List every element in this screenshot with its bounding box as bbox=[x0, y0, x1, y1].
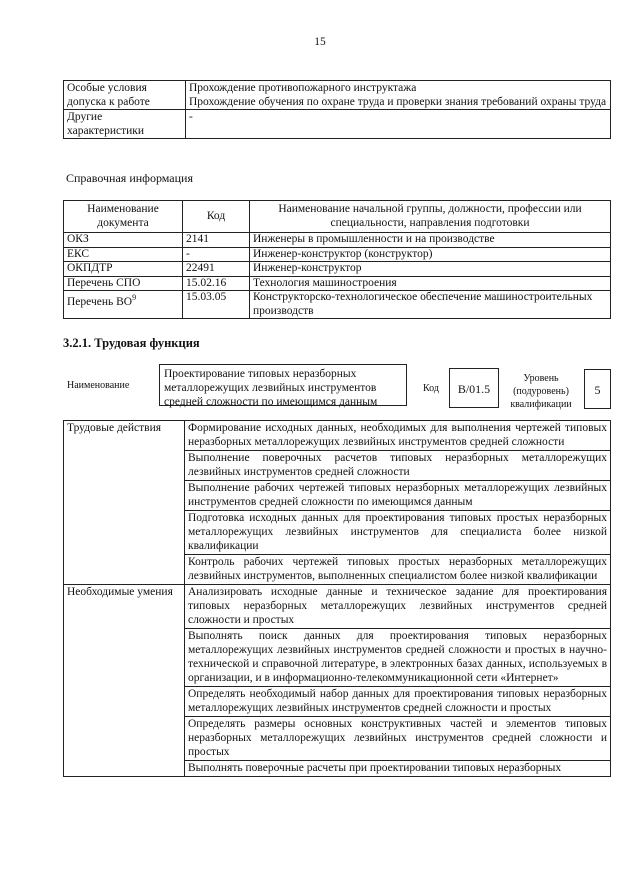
condition-line: Прохождение обучения по охране труда и проверки знания требований охраны труда bbox=[189, 96, 607, 108]
ref-name: Инженер-конструктор (конструктор) bbox=[250, 247, 611, 262]
function-title: 3.2.1. Трудовая функция bbox=[63, 336, 200, 350]
function-name-label: Наименование bbox=[67, 380, 130, 391]
ref-code: 2141 bbox=[183, 233, 250, 248]
ref-doc: ОКЗ bbox=[64, 233, 183, 248]
table-row bbox=[64, 233, 611, 248]
function-name: Проектирование типовых неразборных металлорежущих лезвийных инструментов средней сложности по имеющимся данным bbox=[159, 364, 407, 406]
ref-name: Конструкторско-технологическое обеспечение машиностроительных производств bbox=[250, 291, 611, 319]
condition-label: Другие характеристики bbox=[64, 110, 186, 139]
table-row bbox=[64, 262, 611, 277]
ref-code: 22491 bbox=[183, 262, 250, 277]
condition-line: - bbox=[189, 111, 193, 123]
condition-value bbox=[186, 81, 611, 110]
list-item: Определять размеры основных конструктивных частей и элементов типовых неразборных металлорежущих лезвийных инструментов средней сложности и простых bbox=[185, 717, 611, 761]
ref-code: - bbox=[183, 247, 250, 262]
condition-line: Прохождение противопожарного инструктажа bbox=[189, 82, 417, 94]
table-row bbox=[64, 291, 611, 319]
function-table bbox=[63, 420, 611, 777]
ref-name: Инженеры в промышленности и на производстве bbox=[250, 233, 611, 248]
list-item: Выполнять поверочные расчеты при проектировании типовых неразборных bbox=[185, 761, 611, 777]
section-label: Необходимые умения bbox=[64, 585, 185, 777]
list-item: Определять необходимый набор данных для проектирования типовых неразборных металлорежущих лезвийных инструментов средней сложности и простых bbox=[185, 687, 611, 717]
table-row bbox=[64, 247, 611, 262]
table-row bbox=[64, 81, 611, 110]
column-header: Код bbox=[183, 201, 250, 233]
reference-table bbox=[63, 200, 611, 319]
table-row bbox=[64, 421, 611, 451]
table-row bbox=[64, 276, 611, 291]
conditions-table bbox=[63, 80, 611, 139]
function-level-label: Уровень (подуровень) квалификации bbox=[510, 373, 572, 410]
ref-doc: Перечень ВО bbox=[67, 295, 133, 308]
table-header-row bbox=[64, 201, 611, 233]
list-item: Анализировать исходные данные и техническое задание для проектирования типовых неразборных металлорежущих лезвийных инструментов средней сложности и простых bbox=[185, 585, 611, 629]
function-code: В/01.5 bbox=[449, 368, 499, 408]
column-header: Наименование документа bbox=[64, 201, 183, 233]
table-row bbox=[64, 110, 611, 139]
ref-doc: ОКПДТР bbox=[64, 262, 183, 277]
ref-doc-cell bbox=[64, 291, 183, 319]
reference-heading: Справочная информация bbox=[66, 171, 193, 185]
ref-code: 15.02.16 bbox=[183, 276, 250, 291]
ref-name: Технология машиностроения bbox=[250, 276, 611, 291]
list-item: Формирование исходных данных, необходимых для выполнения чертежей типовых неразборных металлорежущих лезвийных инструментов средней сложности bbox=[185, 421, 611, 451]
column-header: Наименование начальной группы, должности, профессии или специальности, направления подготовки bbox=[250, 201, 611, 233]
list-item: Контроль рабочих чертежей типовых простых неразборных металлорежущих лезвийных инструментов, выполненных специалистом более низкой квалификации bbox=[185, 555, 611, 585]
list-item: Выполнение рабочих чертежей типовых неразборных металлорежущих лезвийных инструментов средней сложности по имеющимся данным bbox=[185, 481, 611, 511]
page-number: 15 bbox=[314, 36, 326, 48]
condition-label: Особые условия допуска к работе bbox=[64, 81, 186, 110]
list-item: Подготовка исходных данных для проектирования типовых простых неразборных металлорежущих лезвийных инструментов для специалиста более низкой квалификации bbox=[185, 511, 611, 555]
section-label: Трудовые действия bbox=[64, 421, 185, 585]
condition-value bbox=[186, 110, 611, 139]
list-item: Выполнение поверочных расчетов типовых неразборных металлорежущих лезвийных инструментов средней сложности bbox=[185, 451, 611, 481]
ref-name: Инженер-конструктор bbox=[250, 262, 611, 277]
function-level: 5 bbox=[584, 369, 611, 409]
list-item: Выполнять поиск данных для проектирования типовых неразборных металлорежущих лезвийных инструментов средней сложности и простых в научно-технической и справочной литературе, в электронных базах данных, используемых в организации, и в информационно-телекоммуникационной сети «Интернет» bbox=[185, 629, 611, 687]
ref-doc: Перечень СПО bbox=[64, 276, 183, 291]
table-row bbox=[64, 585, 611, 629]
footnote-marker: 9 bbox=[132, 293, 137, 302]
ref-code: 15.03.05 bbox=[183, 291, 250, 319]
function-code-label: Код bbox=[423, 383, 439, 394]
ref-doc: ЕКС bbox=[64, 247, 183, 262]
